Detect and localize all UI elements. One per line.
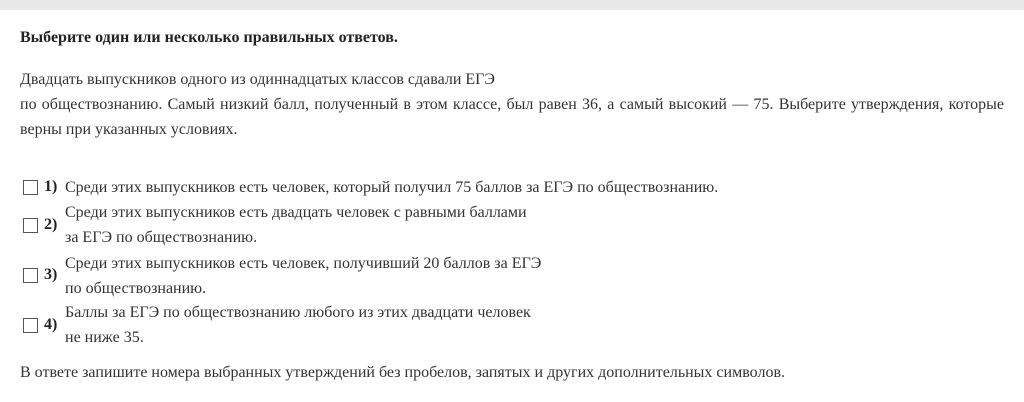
question-line-1: Двадцать выпускников одного из одиннадцатых классов сдавали ЕГЭ <box>20 71 495 88</box>
option-3-line-1: Среди этих выпускников есть человек, получивший 20 баллов за ЕГЭ <box>65 255 542 272</box>
checkbox-option-1[interactable] <box>23 180 38 195</box>
task-content <box>20 26 1004 142</box>
option-number-2: 2) <box>44 216 58 233</box>
option-4-line-1: Баллы за ЕГЭ по обществознанию любого из этих двадцати человек <box>65 304 531 321</box>
answer-instruction: В ответе запишите номера выбранных утверждений без пробелов, запятых и других дополнительных символов. <box>20 364 785 381</box>
option-number-4: 4) <box>44 316 58 333</box>
option-4-line-2: не ниже 35. <box>65 329 144 346</box>
task-instruction: Выберите один или несколько правильных ответов. <box>20 29 398 46</box>
option-number-1: 1) <box>44 178 58 195</box>
option-1-line-1: Среди этих выпускников есть человек, который получил 75 баллов за ЕГЭ по обществознанию. <box>65 179 719 196</box>
option-2-line-1: Среди этих выпускников есть двадцать человек с равными баллами <box>65 204 527 221</box>
question-line-rest: по обществознанию. Самый низкий балл, полученный в этом классе, был равен 36, а самый высокий — 75. Выберите утверждения, которые верны при указанных условиях. <box>20 96 1004 138</box>
option-2-line-2: за ЕГЭ по обществознанию. <box>65 229 258 246</box>
question-text <box>20 67 1004 142</box>
option-text-4 <box>65 300 531 350</box>
checkbox-option-3[interactable] <box>23 268 38 283</box>
option-number-3: 3) <box>44 266 58 283</box>
checkbox-option-4[interactable] <box>23 318 38 333</box>
checkbox-option-2[interactable] <box>23 218 38 233</box>
option-text-3 <box>65 251 541 301</box>
option-text-1 <box>65 175 718 200</box>
option-text-2 <box>65 200 527 250</box>
option-3-line-2: по обществознанию. <box>65 280 207 297</box>
top-bar <box>0 0 1024 10</box>
